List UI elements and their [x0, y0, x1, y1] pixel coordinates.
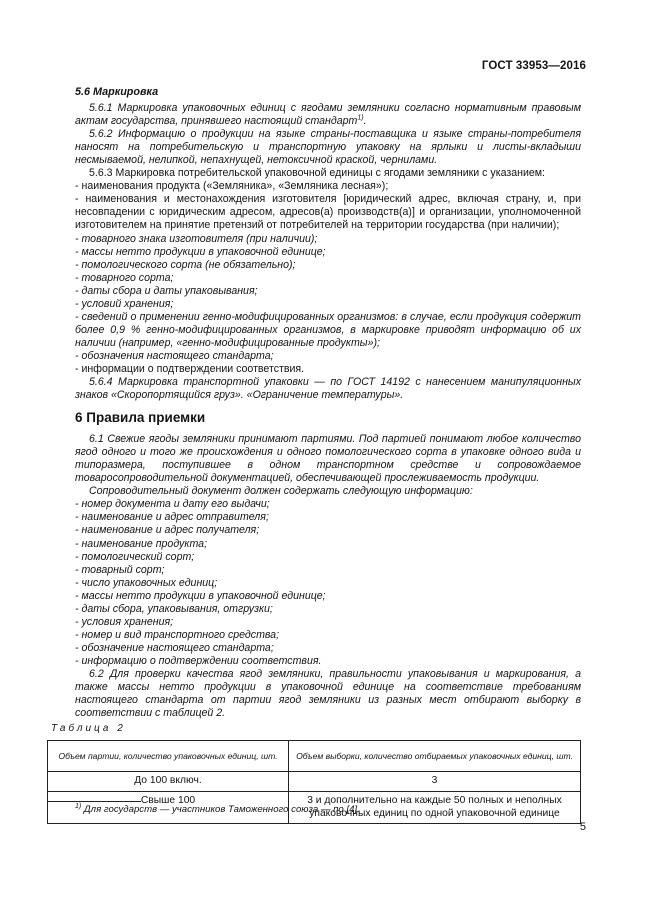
paragraph-5-6-2: 5.6.2 Информацию о продукции на языке страны-поставщика и языке страны-потребителя наносят на потребительскую и транспортную упаковку на ярлыки и листы-вкладыши несмываемой, нелипкой, непахнущей, нетоксичной краской, чернилами.: [75, 128, 581, 167]
list-item: - номер и вид транспортного средства;: [75, 628, 280, 641]
paragraph-6-2: 6.2 Для проверки качества ягод земляники, правильности упаковывания и маркирования, а также массы нетто продукции в упаковочной единице на соответствие требованиям настоящего стандарта от партии ягод земляники из разных мест отбирают выборку в соответствии с таблицей 2.: [75, 667, 581, 720]
document-id: ГОСТ 33953—2016: [481, 60, 586, 72]
paragraph-5-6-4: 5.6.4 Маркировка транспортной упаковки — по ГОСТ 14192 с нанесением манипуляционных знаков «Скоропортящийся груз». «Ограничение температуры».: [75, 376, 581, 402]
list-item: - число упаковочных единиц;: [75, 576, 218, 589]
list-item: - наименования и местонахождения изготовителя [юридический адрес, включая страну, и, при несовпадении с юридическим адресом, адресов(а) производств(а)] и организации, уполномоченной изготовителем на принятие претензий от потребителей на территории государства (при наличии);: [75, 193, 581, 232]
table-header-cell: Объем партии, количество упаковочных единиц, шт.: [48, 741, 289, 772]
list-item: - товарного сорта;: [75, 271, 174, 284]
paragraph-end: .: [363, 115, 367, 128]
list-item: - помологического сорта (не обязательно);: [75, 258, 296, 271]
list-item: - помологический сорт;: [75, 550, 195, 563]
list-item: - информации о подтверждении соответствия.: [75, 362, 305, 375]
footnote-ref: 1): [357, 114, 364, 122]
paragraph-5-6-1: [75, 102, 581, 128]
list-item: - обозначения настоящего стандарта;: [75, 349, 274, 362]
table-cell: 3: [289, 772, 581, 792]
page-content: [51, 86, 581, 824]
table-header-cell: Объем выборки, количество отбираемых упаковочных единиц, шт.: [289, 741, 581, 772]
table-header-row: [48, 741, 581, 772]
paragraph-6-1-doc: Сопроводительный документ должен содержать следующую информацию:: [89, 485, 473, 498]
list-item: - наименование и адрес отправителя;: [75, 511, 269, 524]
list-item: - наименование продукта;: [75, 537, 208, 550]
list-item: - условий хранения;: [75, 297, 174, 310]
paragraph-text: 5.6.1 Маркировка упаковочных единиц с ягодами земляники согласно нормативным правовым актам государства, принявшего настоящий стандарт: [75, 102, 581, 128]
list-item: - условия хранения;: [75, 615, 174, 628]
footnote-separator: [47, 801, 141, 802]
list-5-6-3: [75, 180, 581, 376]
table-row: [48, 772, 581, 792]
table-caption: Таблица 2: [51, 723, 126, 735]
section-5-6-title: 5.6 Маркировка: [75, 86, 159, 98]
list-item: - сведений о применении генно-модифицированных организмов: в случае, если продукция содержит более 0,9 % генно-модифицированных организмов, в маркировке приводят информацию об их наличии (например, «генно-модифицированные продукты»);: [75, 310, 581, 349]
footnote-text: Для государств — участников Таможенного союза — по [4].: [81, 804, 360, 815]
list-item: - даты сбора и даты упаковывания;: [75, 284, 258, 297]
list-item: - информацию о подтверждении соответствия.: [75, 654, 322, 667]
page-number: 5: [579, 821, 586, 833]
list-item: - массы нетто продукции в упаковочной единице;: [75, 245, 326, 258]
list-item: - товарный сорт;: [75, 563, 165, 576]
list-item: - даты сбора, упаковывания, отгрузки;: [75, 602, 273, 615]
table-cell: Свыше 100: [48, 792, 289, 824]
section-6-title: 6 Правила приемки: [75, 410, 206, 426]
list-item: - номер документа и дату его выдачи;: [75, 498, 270, 511]
list-item: - массы нетто продукции в упаковочной единице;: [75, 589, 326, 602]
table-cell: До 100 включ.: [48, 772, 289, 792]
table-cell: 3 и дополнительно на каждые 50 полных и неполных упаковочных единиц по одной упаковочной единице: [289, 792, 581, 824]
paragraph-6-1: 6.1 Свежие ягоды земляники принимают партиями. Под партией понимают любое количество ягод одного и того же происхождения и одного помологического сорта в упаковке одного вида и типоразмера, поступившее в одном транспортном средстве и сопровождаемое товаросопроводительной документацией, обеспечивающей прослеживаемость продукции.: [75, 433, 581, 485]
footnote: [75, 804, 360, 815]
list-item: - товарного знака изготовителя (при наличии);: [75, 232, 318, 245]
list-item: - наименование и адрес получателя;: [75, 524, 260, 537]
list-item: - наименования продукта («Земляника», «Земляника лесная»);: [75, 180, 389, 193]
paragraph-5-6-3: 5.6.3 Маркировка потребительской упаковочной единицы с ягодами земляники с указанием:: [89, 167, 545, 180]
list-6-1: [75, 498, 581, 668]
footnote-mark: 1): [75, 802, 82, 810]
list-item: - обозначение настоящего стандарта;: [75, 641, 274, 654]
